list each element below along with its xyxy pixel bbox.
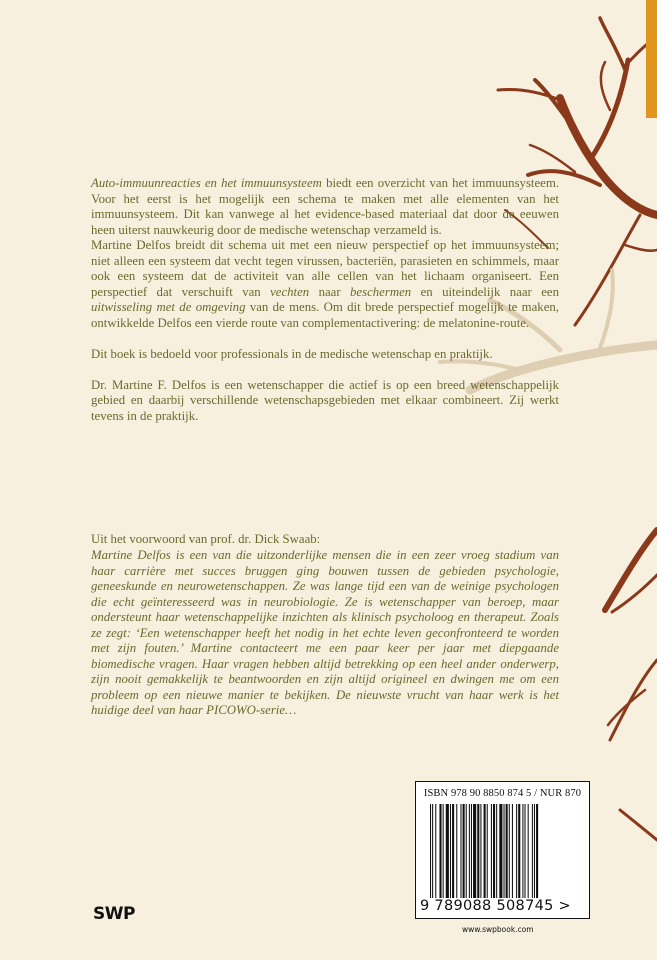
publisher-website: www.swpbook.com (462, 925, 534, 934)
barcode-stripe (522, 804, 523, 898)
blurb-paragraph (91, 176, 559, 238)
barcode-stripe (460, 804, 461, 898)
barcode-stripe (487, 804, 488, 898)
blurb-text: Martine Delfos breidt dit schema uit met een nieuw perspectief op het immuunsysteem; niet alleen een systeem dat vecht tegen virussen, bacteriën, parasieten en schimmels, maar ook een systeem dat de activiteit van alle cellen van het lichaam organiseert. Een perspectief dat verschuift van (91, 238, 559, 299)
barcode-stripe (471, 804, 472, 898)
barcode-stripe (463, 804, 465, 898)
emphasis-text: beschermen (350, 284, 412, 299)
barcode-stripe (496, 804, 497, 898)
barcode-stripe (446, 804, 449, 898)
barcode-stripe (499, 804, 502, 898)
blurb-text: naar (309, 284, 351, 299)
barcode-stripe (484, 804, 486, 898)
barcode-stripe (532, 804, 533, 898)
barcode-stripe (443, 804, 444, 898)
barcode-stripe (493, 804, 495, 898)
barcode-stripe (469, 804, 470, 898)
barcode-bars (430, 804, 576, 898)
barcode-stripe (509, 804, 510, 898)
author-bio-paragraph: Dr. Martine F. Delfos is een wetenschapper die actief is op een breed wetenschappelijk gebied en daarbij verschillende wetenschapsgebieden met elkaar combineert. Zij werkt tevens in de praktijk. (91, 377, 559, 423)
isbn-nur-line: ISBN 978 90 8850 874 5 / NUR 870 (423, 788, 582, 799)
blurb-text: biedt een overzicht van het immuunsysteem. Voor het eerst is het mogelijk een schema te maken met alle elementen van het immuunsysteem. Dit kan vanwege al het evidence-based materiaal dat door de eeuwen heen uiterst nauwkeurig door de medische wetenschap verzameld is. (91, 176, 560, 237)
blurb-text: van de mens. Om dit brede perspectief mogelijk te maken, ontwikkelde Delfos een vierde route van complementactivering: de melatonine-route. (91, 300, 559, 330)
quote-attribution: Uit het voorwoord van prof. dr. Dick Swaab: (91, 532, 321, 546)
barcode-digits: 9 789088 508745 > (420, 898, 572, 914)
barcode-stripe (456, 804, 457, 898)
barcode-stripe (516, 804, 517, 898)
barcode-stripe (536, 804, 538, 898)
barcode-panel (415, 781, 590, 919)
blurb-text: en uiteindelijk naar een (411, 284, 559, 299)
barcode-stripe (439, 804, 441, 898)
barcode-stripe (480, 804, 481, 898)
emphasis-text: uitwisseling met de omgeving (91, 300, 246, 314)
barcode-stripe (473, 804, 476, 898)
barcode-stripe (534, 804, 535, 898)
barcode-stripe (450, 804, 451, 898)
foreword-quote: Martine Delfos is een van die uitzonderlijke mensen die in een zeer vroeg stadium van haar carrière met succes bruggen ging bouwen tussen de gebieden psychologie, geneeskunde en neurowetenschappen. Ze was lange tijd een van de weinige psychologen die echt geïnteresseerd was in neurobiologie. Ze is wetenschapper van beroep, maar ondersteunt haar wetenschappelijke inzichten als klinisch psycholoog en therapeut. Zoals ze zegt: ‘Een wetenschapper heeft het nodig in het echte leven geconfronteerd te worden met zijn fouten.’ Martine contacteert me een paar keer per jaar met diepgaande biomedische vragen. Haar vragen hebben altijd betrekking op een heel ander onderwerp, zijn nooit gemakkelijk te beantwoorden en zijn altijd origineel en dwingen me om een probleem op een nieuwe manier te bekijken. De nieuwste vrucht van haar werk is het huidige deel van haar PICOWO-serie… (91, 548, 559, 717)
barcode-stripe (512, 804, 513, 898)
blurb-paragraph (91, 238, 559, 331)
barcode-stripe (452, 804, 454, 898)
emphasis-text: vechten (270, 284, 310, 299)
book-title-italic: Auto-immuunreacties en het immuunsysteem (91, 176, 322, 190)
barcode-stripe (506, 804, 508, 898)
blurb (91, 176, 559, 424)
barcode-stripe (504, 804, 505, 898)
barcode-stripe (435, 804, 436, 898)
audience-paragraph: Dit boek is bedoeld voor professionals in de medische wetenschap en praktijk. (91, 346, 493, 361)
barcode-stripe (466, 804, 467, 898)
barcode-stripe (525, 804, 526, 898)
barcode-stripe (518, 804, 520, 898)
barcode-stripe (430, 804, 431, 898)
barcode-stripe (432, 804, 433, 898)
barcode-stripe (477, 804, 479, 898)
barcode-stripe (491, 804, 492, 898)
publisher-logo: SWP (93, 904, 135, 924)
barcode-stripe (528, 804, 529, 898)
spine-accent-bar (646, 0, 657, 118)
